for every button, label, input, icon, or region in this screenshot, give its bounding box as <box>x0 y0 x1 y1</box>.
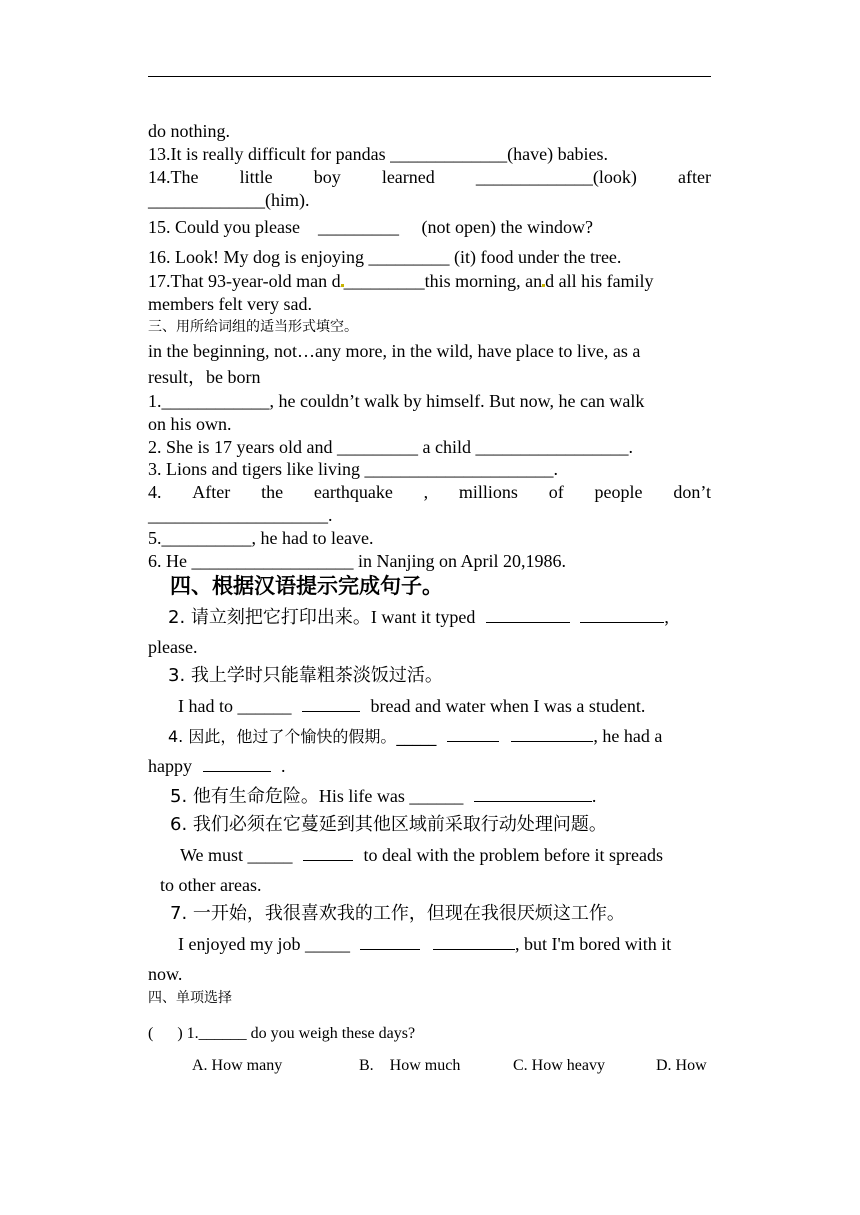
q17-part: 17.That 93-year-old man d _________this morning, an d all his family <box>148 271 654 291</box>
option-d: D. How <box>656 1057 707 1074</box>
q14-word: _____________(look) <box>475 167 637 187</box>
q2-english: I want it typed <box>370 607 476 627</box>
s4-question-7-en <box>178 933 741 955</box>
mc-question-1: ( ) 1.______ do you weigh these days? <box>148 1025 416 1042</box>
q7-english: I enjoyed my job _____ <box>178 934 350 954</box>
s3-question-4-line2: ____________________. <box>148 505 333 525</box>
s4-question-6-cn: 6. 我们必须在它蔓延到其他区域前采取行动处理问题。 <box>170 814 607 835</box>
q14-word: 14.The <box>148 167 199 187</box>
q14-word: little <box>239 167 273 187</box>
q4-word: millions <box>458 482 518 502</box>
blank <box>511 725 593 742</box>
q4-chinese: 4. 因此，他过了个愉快的假期。_____ <box>168 727 437 746</box>
blank <box>360 933 420 950</box>
question-16: 16. Look! My dog is enjoying _________ (it) food under the tree. <box>148 247 622 267</box>
s4-question-7-line2: now. <box>148 964 183 984</box>
header-rule <box>148 76 711 77</box>
question-15: 15. Could you please _________ (not open) the window? <box>148 217 593 237</box>
q4-happy: happy <box>148 756 192 776</box>
question-14 <box>148 166 711 188</box>
q4-word: , <box>423 482 429 502</box>
option-b: B. How much <box>359 1057 461 1074</box>
s4-question-2 <box>168 606 711 629</box>
q3-english-tail: bread and water when I was a student. <box>370 696 646 716</box>
q5-tail: . <box>591 786 597 806</box>
q4-word: of <box>548 482 564 502</box>
q6-english-tail: to deal with the problem before it spreads <box>363 845 663 865</box>
q4-period: . <box>281 756 286 776</box>
s4-question-5 <box>170 785 733 808</box>
question-17 <box>148 270 711 292</box>
question-17-line2: members felt very sad. <box>148 294 312 314</box>
s4-question-4-line2 <box>148 755 711 777</box>
question-13: 13.It is really difficult for pandas _____________(have) babies. <box>148 144 609 164</box>
q3-english: I had to ______ <box>178 696 292 716</box>
q4-tail: , he had a <box>593 726 663 746</box>
blank <box>447 725 499 742</box>
s4-question-4 <box>168 725 731 748</box>
s3-question-3: 3. Lions and tigers like living _____________________. <box>148 459 558 479</box>
blank <box>203 755 271 772</box>
option-c: C. How heavy <box>513 1057 605 1074</box>
s3-question-1: 1.____________, he couldn’t walk by himself. But now, he can walk <box>148 391 645 411</box>
q5-english: His life was ______ <box>318 786 464 806</box>
q4-word: don’t <box>673 482 711 502</box>
q4-word: After <box>192 482 231 502</box>
s4-question-7-cn: 7. 一开始，我很喜欢我的工作，但现在我很厌烦这工作。 <box>170 903 625 924</box>
q2-chinese: 2. 请立刻把它打印出来。 <box>168 607 371 628</box>
s4-question-6-en <box>180 844 743 866</box>
q5-chinese: 5. 他有生命危险。 <box>170 786 319 807</box>
blank <box>433 933 515 950</box>
q4-word: the <box>261 482 284 502</box>
s4-question-3-cn: 3. 我上学时只能靠粗茶淡饭过活。 <box>168 665 443 686</box>
option-a: A. How many <box>192 1057 283 1074</box>
line-do-nothing: do nothing. <box>148 121 231 141</box>
q14-word: boy <box>313 167 341 187</box>
blank <box>486 606 570 623</box>
s3-question-5: 5.__________, he had to leave. <box>148 528 374 548</box>
s4-question-3-en <box>178 695 741 717</box>
q4-word: earthquake <box>313 482 393 502</box>
q2-tail: , <box>664 607 669 627</box>
q4-word: people <box>594 482 643 502</box>
s3-question-1-line2: on his own. <box>148 414 232 434</box>
section-3-heading: 三、用所给词组的适当形式填空。 <box>148 319 358 335</box>
q4-word: 4. <box>148 482 162 502</box>
blank <box>302 695 360 712</box>
blank <box>474 785 592 802</box>
q6-english: We must _____ <box>180 845 293 865</box>
s4-question-2-line2: please. <box>148 637 198 657</box>
q14-word: after <box>678 167 711 187</box>
s3-question-2: 2. She is 17 years old and _________ a child _________________. <box>148 437 633 457</box>
q7-english-tail: , but I'm bored with it <box>514 934 672 954</box>
s3-question-4 <box>148 481 711 503</box>
phrase-bank-line1: in the beginning, not…any more, in the wild, have place to live, as a <box>148 341 641 361</box>
blank <box>580 606 664 623</box>
section-4-heading: 四、根据汉语提示完成句子。 <box>170 574 443 598</box>
phrase-bank-line2: result，be born <box>148 367 261 387</box>
question-14-line2: _____________(him). <box>148 190 310 210</box>
blank <box>303 844 353 861</box>
s3-question-6: 6. He __________________ in Nanjing on April 20,1986. <box>148 551 566 571</box>
q14-word: learned <box>381 167 435 187</box>
s4-question-6-line2: to other areas. <box>160 875 262 895</box>
section-5-heading: 四、单项选择 <box>148 990 232 1006</box>
